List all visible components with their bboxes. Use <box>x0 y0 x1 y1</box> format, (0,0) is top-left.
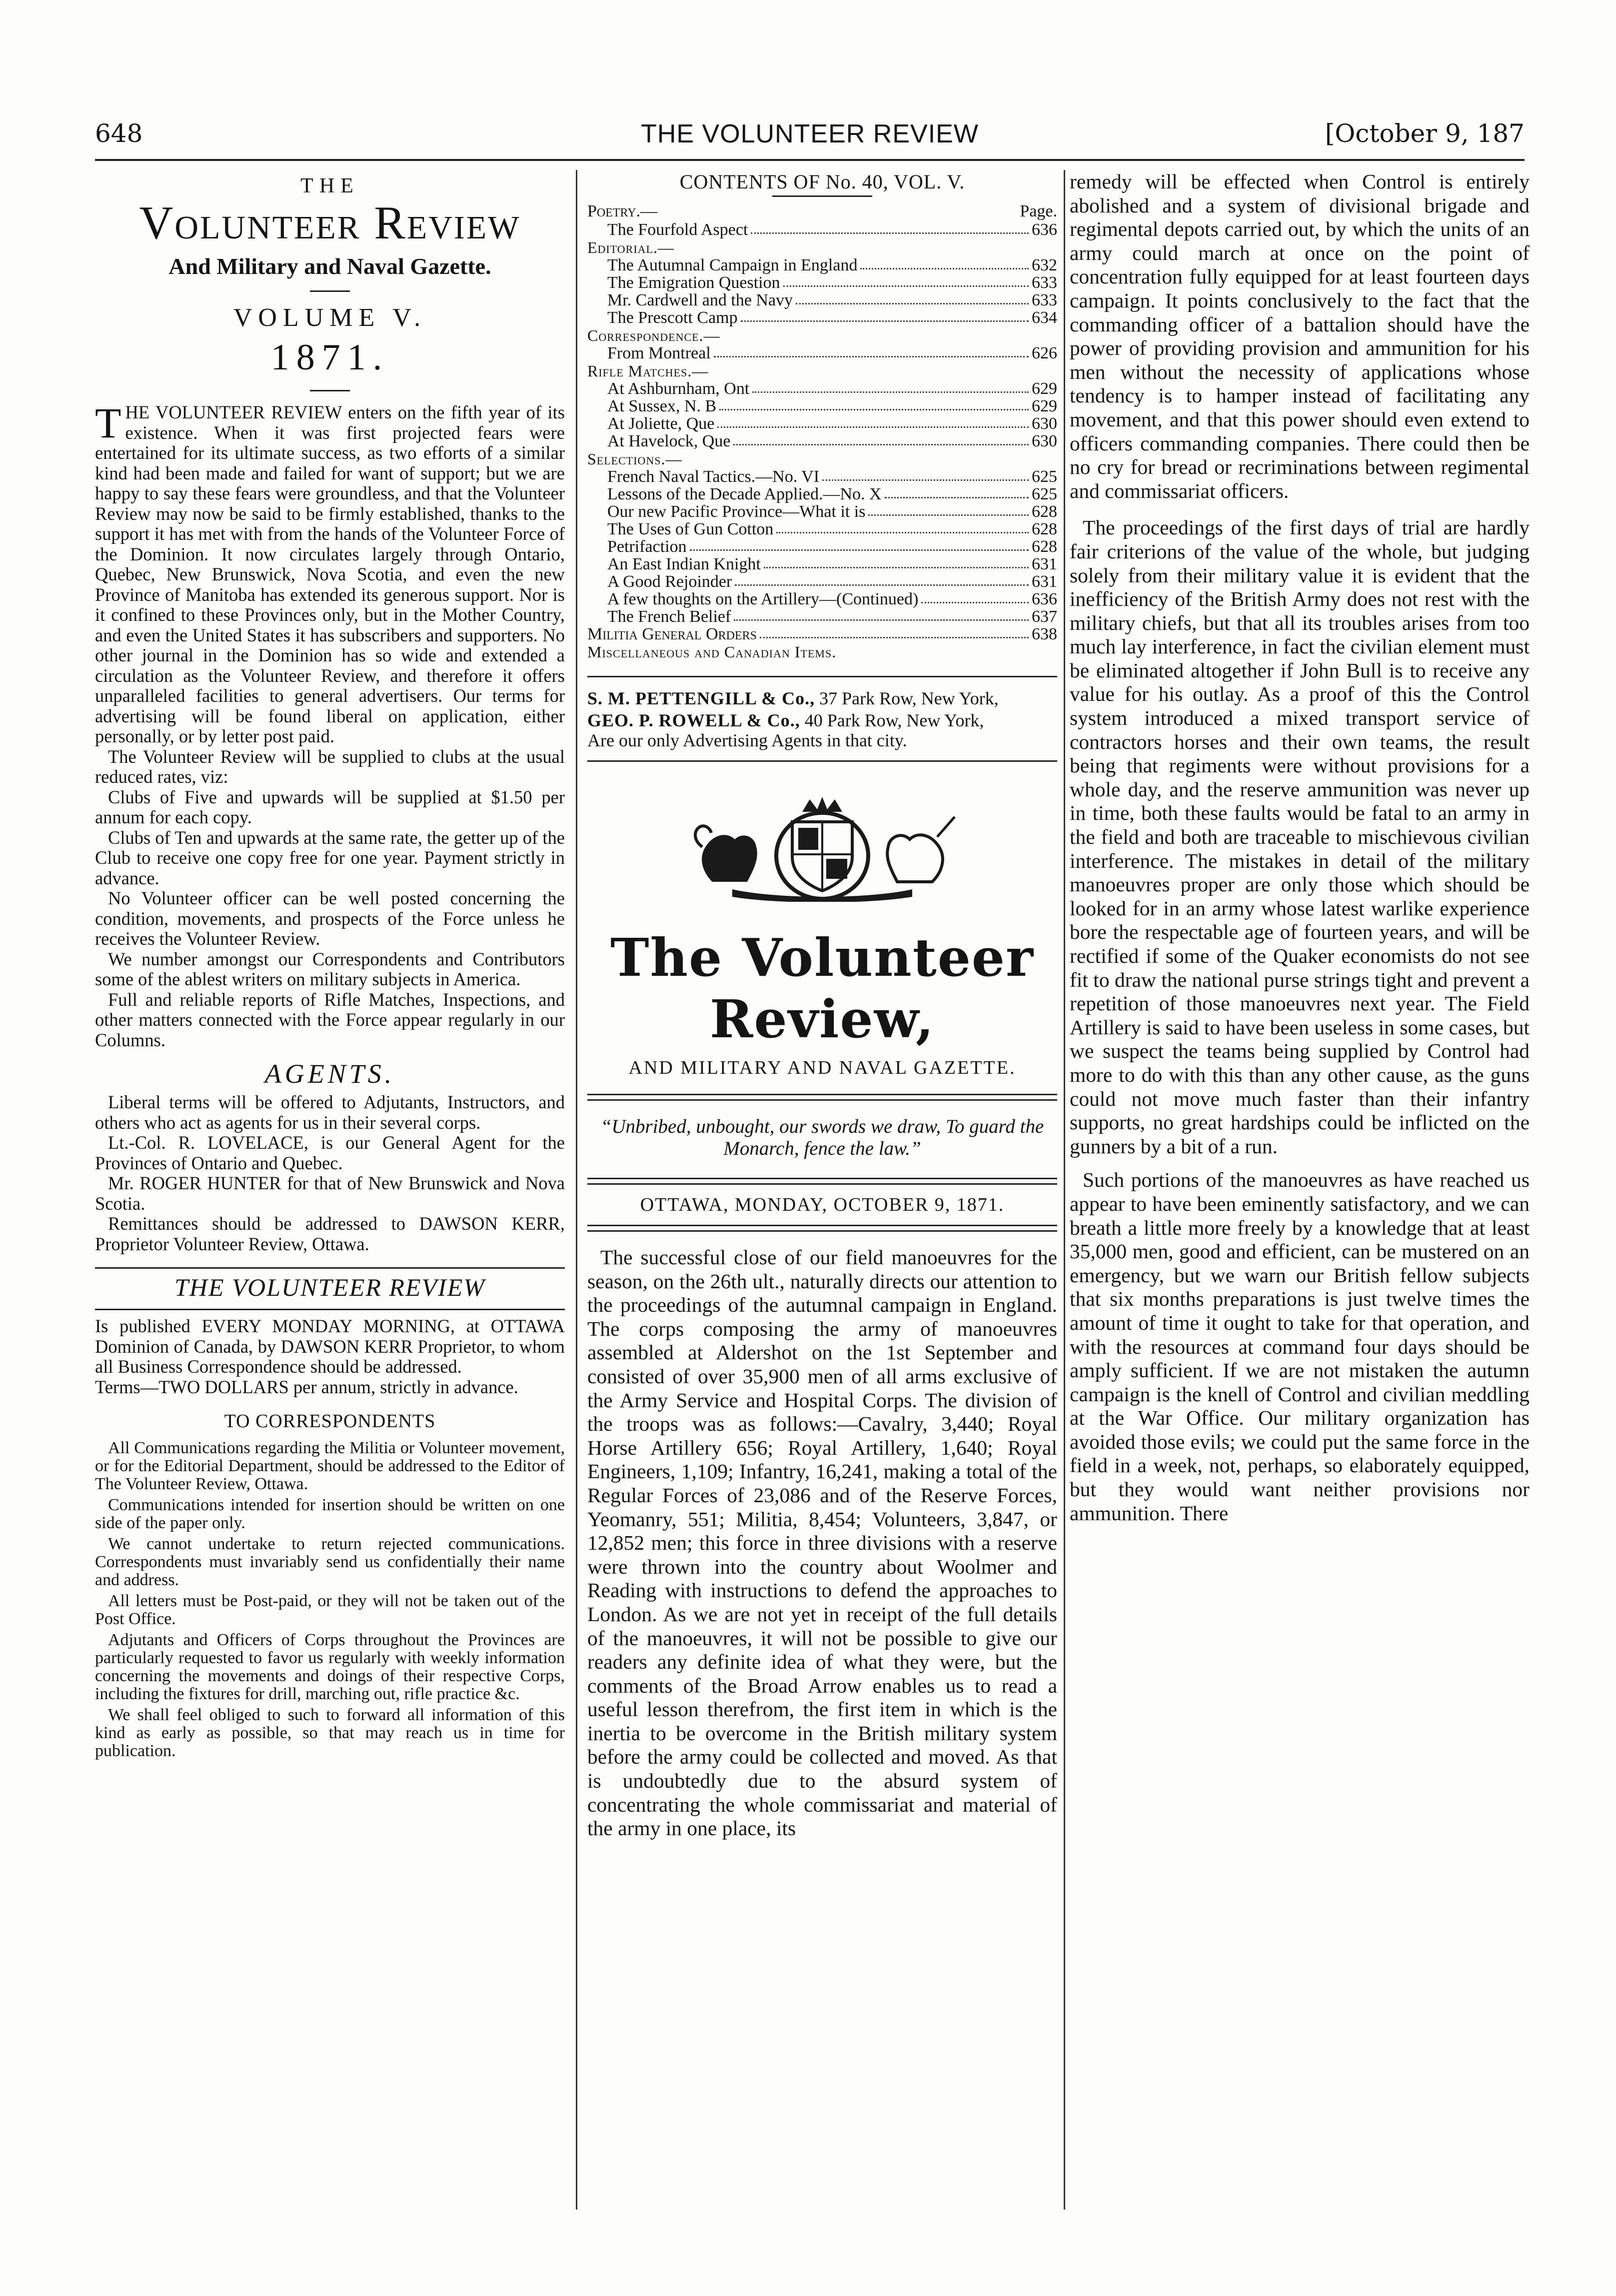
entry-page: 637 <box>1032 607 1057 626</box>
entry-title: Our new Pacific Province—What it is <box>607 502 866 521</box>
page-column-label: Page. <box>1020 202 1057 220</box>
entry-title: Mr. Cardwell and the Navy <box>607 291 793 309</box>
column-1 <box>95 170 565 1760</box>
entry-page: 631 <box>1032 555 1057 573</box>
header-rule <box>95 159 1525 161</box>
entry-page: 630 <box>1032 432 1057 450</box>
entry-page: 628 <box>1032 520 1057 538</box>
agents-heading: AGENTS. <box>264 1059 395 1089</box>
column-3 <box>1070 170 1530 1525</box>
entry-title: The French Belief <box>607 607 731 626</box>
contents-entry <box>587 380 1057 397</box>
contents-entry <box>587 256 1057 274</box>
contents-entry <box>587 468 1057 485</box>
contents-editorial-list <box>587 256 1057 326</box>
double-rule <box>587 1094 1057 1101</box>
entry-title: At Joliette, Que <box>607 414 715 433</box>
publication-heading: THE VOLUNTEER REVIEW <box>174 1273 485 1301</box>
divider <box>310 290 350 292</box>
agent-entry: S. M. PETTENGILL & Co., 37 Park Row, New York, <box>587 688 999 708</box>
entry-title: A few thoughts on the Artillery—(Continued) <box>607 590 919 608</box>
contents-entry <box>587 608 1057 625</box>
paragraph: Clubs of Five and upwards will be supplied at $1.50 per annum for each copy. <box>95 786 565 827</box>
entry-page: 634 <box>1032 308 1057 327</box>
paragraph: Mr. ROGER HUNTER for that of New Brunswick and Nova Scotia. <box>95 1173 565 1214</box>
contents-entry <box>587 309 1057 326</box>
category-label: Correspondence.— <box>587 326 720 344</box>
double-rule <box>587 1225 1057 1232</box>
masthead-motto: “Unbribed, unbought, our swords we draw, To guard the Monarch, fence the law.” <box>600 1116 1044 1159</box>
entry-page: 636 <box>1032 590 1057 608</box>
contents-title: CONTENTS OF No. 40, VOL. V. <box>679 170 965 193</box>
article-paragraph: remedy will be effected when Control is entirely abolished and a system of divisional brigade and regimental depots carried out, by which the units of an army could march at once on the point of concentration fully equipped for at least fourteen days campaign. It points conclusively to the fact that the commanding officer of a battalion should have the power of providing provision and ammunition for his men without the necessity of applications whose tendency is to hamper instead of facilitating any movement, and that this power should even extend to officers commanding companies. There could then be no cry for bread or recriminations between regimental and commissariat officers. <box>1070 170 1530 502</box>
entry-title: An East Indian Knight <box>607 555 761 573</box>
section-rule <box>587 676 1057 677</box>
entry-title: At Ashburnham, Ont <box>607 379 750 398</box>
contents-correspondence-list <box>587 344 1057 362</box>
entry-title: Lessons of the Decade Applied.—No. X <box>607 485 882 503</box>
paragraph: Liberal terms will be offered to Adjutants, Instructors, and others who act as agents for us in their several corps. <box>95 1092 565 1133</box>
entry-title: The Emigration Question <box>607 273 780 292</box>
paragraph: Adjutants and Officers of Corps throughout the Provinces are particularly requested to favor us regularly with weekly information concerning the movements and doings of their respective Corps, including the fixtures for drill, marching out, rifle practice &c. <box>95 1631 565 1703</box>
paragraph: Lt.-Col. R. LOVELACE, is our General Agent for the Provinces of Ontario and Quebec. <box>95 1132 565 1173</box>
contents-entry <box>587 503 1057 520</box>
entry-page: 630 <box>1032 414 1057 433</box>
category-label: Rifle Matches.— <box>587 362 709 380</box>
paragraph: We shall feel obliged to such to forward all information of this kind as early as possible, so that may reach us in time for publication. <box>95 1706 565 1760</box>
article-paragraph: The proceedings of the first days of trial are hardly fair criterions of the value of the whole, but judging solely from their military value it is evident that the inefficiency of the British Army does not rest with the military chiefs, but that all its troubles arises from too much lay interference, in fact the civilian element must be eliminated altogether if John Bull is to receive any value for his outlay. As a proof of this the Control system introduced a mixed transport service of contractors horses and their own teams, the result being that regiments were without provisions for a whole day, and the reserve ammunition was never up in time, both these faults would be fatal to an army in the field and both are traceable to mischievous civilian interference. The mistakes in detail of the military manoeuvres proper are only those which should be looked for in an army whose latest warlike experience bore the respectable age of fourteen years, and will be rectified if some of the Quaker economists do not see fit to draw the national purse strings tight and prevent a repetition of those manoeuvres next year. The Field Artillery is said to have been useless in some cases, but we suspect the teams being supplied by Control had more to do with this than any other cause, as the guns could not move much faster than their infantry supports, no great hardships could be inflicted on the gunners by a bit of a run. <box>1070 516 1530 1158</box>
paragraph: Is published EVERY MONDAY MORNING, at OTTAWA Dominion of Canada, by DAWSON KERR Proprietor, to whom all Business Correspondence should be addressed. <box>95 1316 565 1377</box>
paragraph: Communications intended for insertion should be written on one side of the paper only. <box>95 1496 565 1532</box>
category-label: Selections.— <box>587 450 682 468</box>
entry-title: Petrifaction <box>607 537 687 556</box>
running-title: THE VOLUNTEER REVIEW <box>641 119 979 148</box>
entry-title: Militia General Orders <box>587 625 757 643</box>
entry-title: The Uses of Gun Cotton <box>607 520 774 538</box>
article-paragraph: Such portions of the manoeuvres as have reached us appear to have been eminently satisfactory, and we can breath a little more freely by a knowledge that at least 35,000 men, good and efficient, can be mustered on an emergency, but we warn our British fellow subjects that six months preparations is just twelve times the amount of time it ought to take for that operation, and with the resources at command four days should be amply sufficient. If we are not mistaken the autumn campaign is the knell of Control and civilian meddling at the War Office. Our military organization has avoided those evils; we could put the same force in the field in a week, not, perhaps, so elaborately equipped, but they would want neither provisions nor ammunition. There <box>1070 1168 1530 1525</box>
double-rule <box>587 1178 1057 1185</box>
contents-entry <box>587 432 1057 450</box>
masthead-title: Volunteer Review <box>139 197 521 249</box>
entry-page: 631 <box>1032 572 1057 591</box>
entry-title: The Prescott Camp <box>607 308 738 327</box>
entry-page: 638 <box>1032 625 1057 643</box>
section-rule <box>95 1309 565 1310</box>
contents-entry <box>587 221 1057 238</box>
intro-paragraph <box>95 399 565 747</box>
entry-page: 625 <box>1032 467 1057 486</box>
entry-title: French Naval Tactics.—No. VI <box>607 467 820 486</box>
entry-title: At Sussex, N. B <box>607 397 717 415</box>
section-rule <box>95 1267 565 1269</box>
page-header <box>95 119 1525 154</box>
contents-entry <box>587 344 1057 362</box>
contents-poetry-heading <box>587 202 1057 221</box>
column-rule <box>576 170 577 2210</box>
divider <box>310 390 350 391</box>
page-number: 648 <box>95 119 143 148</box>
masthead-the: THE <box>300 174 359 197</box>
entry-title: The Autumnal Campaign in England <box>607 256 858 274</box>
paragraph: Full and reliable reports of Rifle Matches, Inspections, and other matters connected with the Force appear regularly in our Columns. <box>95 989 565 1050</box>
drop-cap: T <box>95 399 121 447</box>
divider <box>772 195 872 197</box>
contents-entry <box>587 485 1057 503</box>
paragraph: Clubs of Ten and upwards at the same rate, the getter up of the Club to receive one copy free for one year. Payment strictly in advance. <box>95 827 565 888</box>
paragraph: Remittances should be addressed to DAWSON KERR, Proprietor Volunteer Review, Ottawa. <box>95 1213 565 1254</box>
contents-entry <box>587 291 1057 309</box>
category-label: Poetry.— <box>587 202 658 220</box>
contents-entry <box>587 520 1057 538</box>
entry-page: 636 <box>1032 220 1057 239</box>
paragraph: We cannot undertake to return rejected communications. Correspondents must invariably send us confidentially their name and address. <box>95 1535 565 1589</box>
contents-rifle-list <box>587 380 1057 450</box>
entry-page: 626 <box>1032 344 1057 362</box>
entry-page: 633 <box>1032 291 1057 309</box>
royal-coat-of-arms-icon <box>667 797 977 902</box>
paragraph: We number amongst our Correspondents and Contributors some of the ablest writers on military subjects in America. <box>95 948 565 989</box>
entry-title: From Montreal <box>607 344 711 362</box>
article-paragraph: The successful close of our field manoeuvres for the season, on the 26th ult., naturally directs our attention to the proceedings of the autumnal campaign in England. The corps composing the army of manoeuvres assembled at Aldershot on the 1st September and consisted of over 35,900 men of all arms exclusive of the Army Service and Hospital Corps. The division of the troops was as follows:—Cavalry, 3,440; Royal Horse Artillery 656; Royal Artillery, 1,640; Royal Engineers, 1,109; Infantry, 16,241, making a total of the Regular Forces of 23,086 and of the Reserve Forces, Yeomanry, 551; Militia, 8,454; Volunteers, 3,847, or 12,852 men; this force in three divisions with a reserve were thrown into the country about Woolmer and Reading with instructions to defend the approaches to London. As we are not yet in receipt of the full details of the manoeuvres, it will not be possible to give our readers any definite idea of what they were, but the comments of the Broad Arrow enables us to read a useful lesson therefrom, the first item in which is the inertia to be overcome in the British military system before the army could be collected and moved. As that is undoubtedly due to the absurd system of concentrating the whole commissariat and material of the army in one place, its <box>587 1246 1057 1840</box>
contents-entry <box>587 397 1057 415</box>
entry-title: The Fourfold Aspect <box>607 220 748 239</box>
entry-page: 632 <box>1032 256 1057 274</box>
contents-entry <box>587 573 1057 590</box>
masthead-blackletter-title: The Volunteer Review, <box>610 927 1034 1050</box>
contents-entry <box>587 590 1057 608</box>
agent-entry: GEO. P. ROWELL & Co., 40 Park Row, New York, <box>587 710 984 730</box>
contents-entry <box>587 538 1057 555</box>
volume-label: VOLUME V. <box>233 303 427 332</box>
category-label: Editorial.— <box>587 238 675 256</box>
entry-page: 628 <box>1032 502 1057 521</box>
contents-entry <box>587 415 1057 432</box>
paragraph: Terms—TWO DOLLARS per annum, strictly in advance. <box>95 1376 518 1397</box>
masthead-subtitle: AND MILITARY AND NAVAL GAZETTE. <box>628 1057 1016 1078</box>
column-rule <box>1064 170 1065 2210</box>
paragraph: No Volunteer officer can be well posted concerning the condition, movements, and prospects of the Force unless he receives the Volunteer Review. <box>95 888 565 949</box>
entry-page: 628 <box>1032 537 1057 556</box>
header-date: [October 9, 187 <box>1325 119 1525 148</box>
entry-page: 633 <box>1032 273 1057 292</box>
entry-title: A Good Rejoinder <box>607 572 732 591</box>
entry-page: 625 <box>1032 485 1057 503</box>
contents-entry <box>587 555 1057 573</box>
contents-entry <box>587 625 1057 643</box>
paragraph: All letters must be Post-paid, or they will not be taken out of the Post Office. <box>95 1592 565 1628</box>
intro-text: HE VOLUNTEER REVIEW enters on the fifth year of its existence. When it was first projected fears were entertained for its ultimate success, as two efforts of a similar kind had been made and failed for want of support; but we are happy to say these fears were groundless, and that the Volunteer Review may now be said to be firmly established, thanks to the support it has met with from the hands of the Volunteer Force of the Dominion. It now circulates largely through Ontario, Quebec, New Brunswick, Nova Scotia, and even the new Province of Manitoba has extended its generous support. Nor is it confined to these Provinces only, but in the Mother Country, and even the United States it has subscribers and supporters. No other journal in the Dominion has so wide and extended a circulation as the Volunteer Review, and therefore it offers unparalleled facilities to general advertisers. Our terms for advertising will be found liberal on application, either personally, or by letter post paid. <box>95 402 565 746</box>
contents-entry <box>587 274 1057 291</box>
paragraph: All Communications regarding the Militia or Volunteer movement, or for the Editorial Department, should be addressed to the Editor of The Volunteer Review, Ottawa. <box>95 1439 565 1493</box>
entry-title: At Havelock, Que <box>607 432 731 450</box>
entry-page: 629 <box>1032 397 1057 415</box>
agent-note: Are our only Advertising Agents in that city. <box>587 730 907 750</box>
correspondents-heading: TO CORRESPONDENTS <box>224 1411 436 1432</box>
year-label: 1871. <box>270 337 389 378</box>
contents-selections-list <box>587 468 1057 625</box>
paragraph: The Volunteer Review will be supplied to clubs at the usual reduced rates, viz: <box>95 746 565 787</box>
contents-poetry-list <box>587 221 1057 238</box>
category-label: Miscellaneous and Canadian Items. <box>587 643 837 661</box>
dateline: OTTAWA, MONDAY, OCTOBER 9, 1871. <box>640 1194 1005 1215</box>
section-rule <box>587 760 1057 762</box>
entry-page: 629 <box>1032 379 1057 398</box>
masthead-subtitle: And Military and Naval Gazette. <box>168 253 491 279</box>
column-2 <box>587 170 1057 1841</box>
